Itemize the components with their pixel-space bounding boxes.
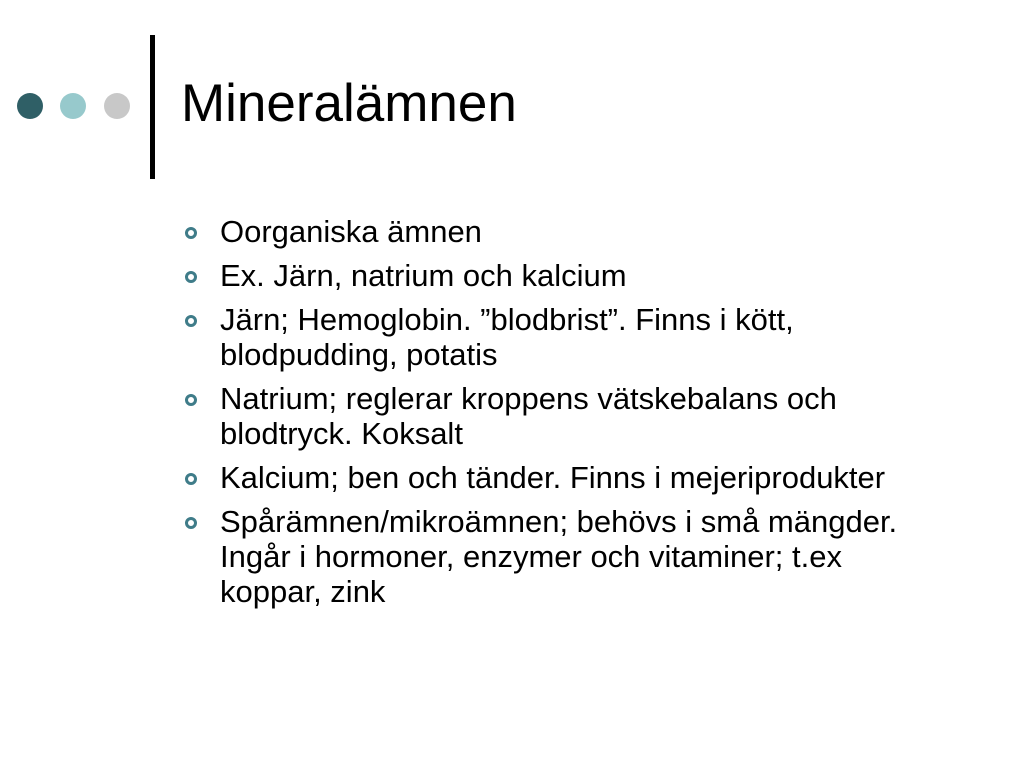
bullet-text: Spårämnen/mikroämnen; behövs i små mängder. Ingår i hormoner, enzymer och vitaminer; t.ex koppar, zink <box>220 504 898 609</box>
bullet-item <box>183 214 903 249</box>
bullet-text: Oorganiska ämnen <box>220 214 482 249</box>
bullet-text: Järn; Hemoglobin. ”blodbrist”. Finns i kött, blodpudding, potatis <box>220 302 794 372</box>
bullet-marker-icon <box>185 517 197 529</box>
bullet-text: Natrium; reglerar kroppens vätskebalans och blodtryck. Koksalt <box>220 381 837 451</box>
bullet-marker-icon <box>185 473 197 485</box>
bullet-item <box>183 302 903 372</box>
bullet-item <box>183 381 903 451</box>
bullet-item <box>183 258 903 293</box>
decorative-dot-light <box>60 93 86 119</box>
title-divider <box>150 35 155 179</box>
bullet-text: Kalcium; ben och tänder. Finns i mejeriprodukter <box>220 460 886 495</box>
decorative-dot-gray <box>104 93 130 119</box>
bullet-item <box>183 504 903 609</box>
bullet-text: Ex. Järn, natrium och kalcium <box>220 258 627 293</box>
bullet-marker-icon <box>185 394 197 406</box>
decorative-dot-dark <box>17 93 43 119</box>
bullet-marker-icon <box>185 315 197 327</box>
bullet-marker-icon <box>185 271 197 283</box>
bullet-marker-icon <box>185 227 197 239</box>
bullet-list <box>183 214 903 618</box>
bullet-item <box>183 460 903 495</box>
slide-title: Mineralämnen <box>181 74 517 133</box>
